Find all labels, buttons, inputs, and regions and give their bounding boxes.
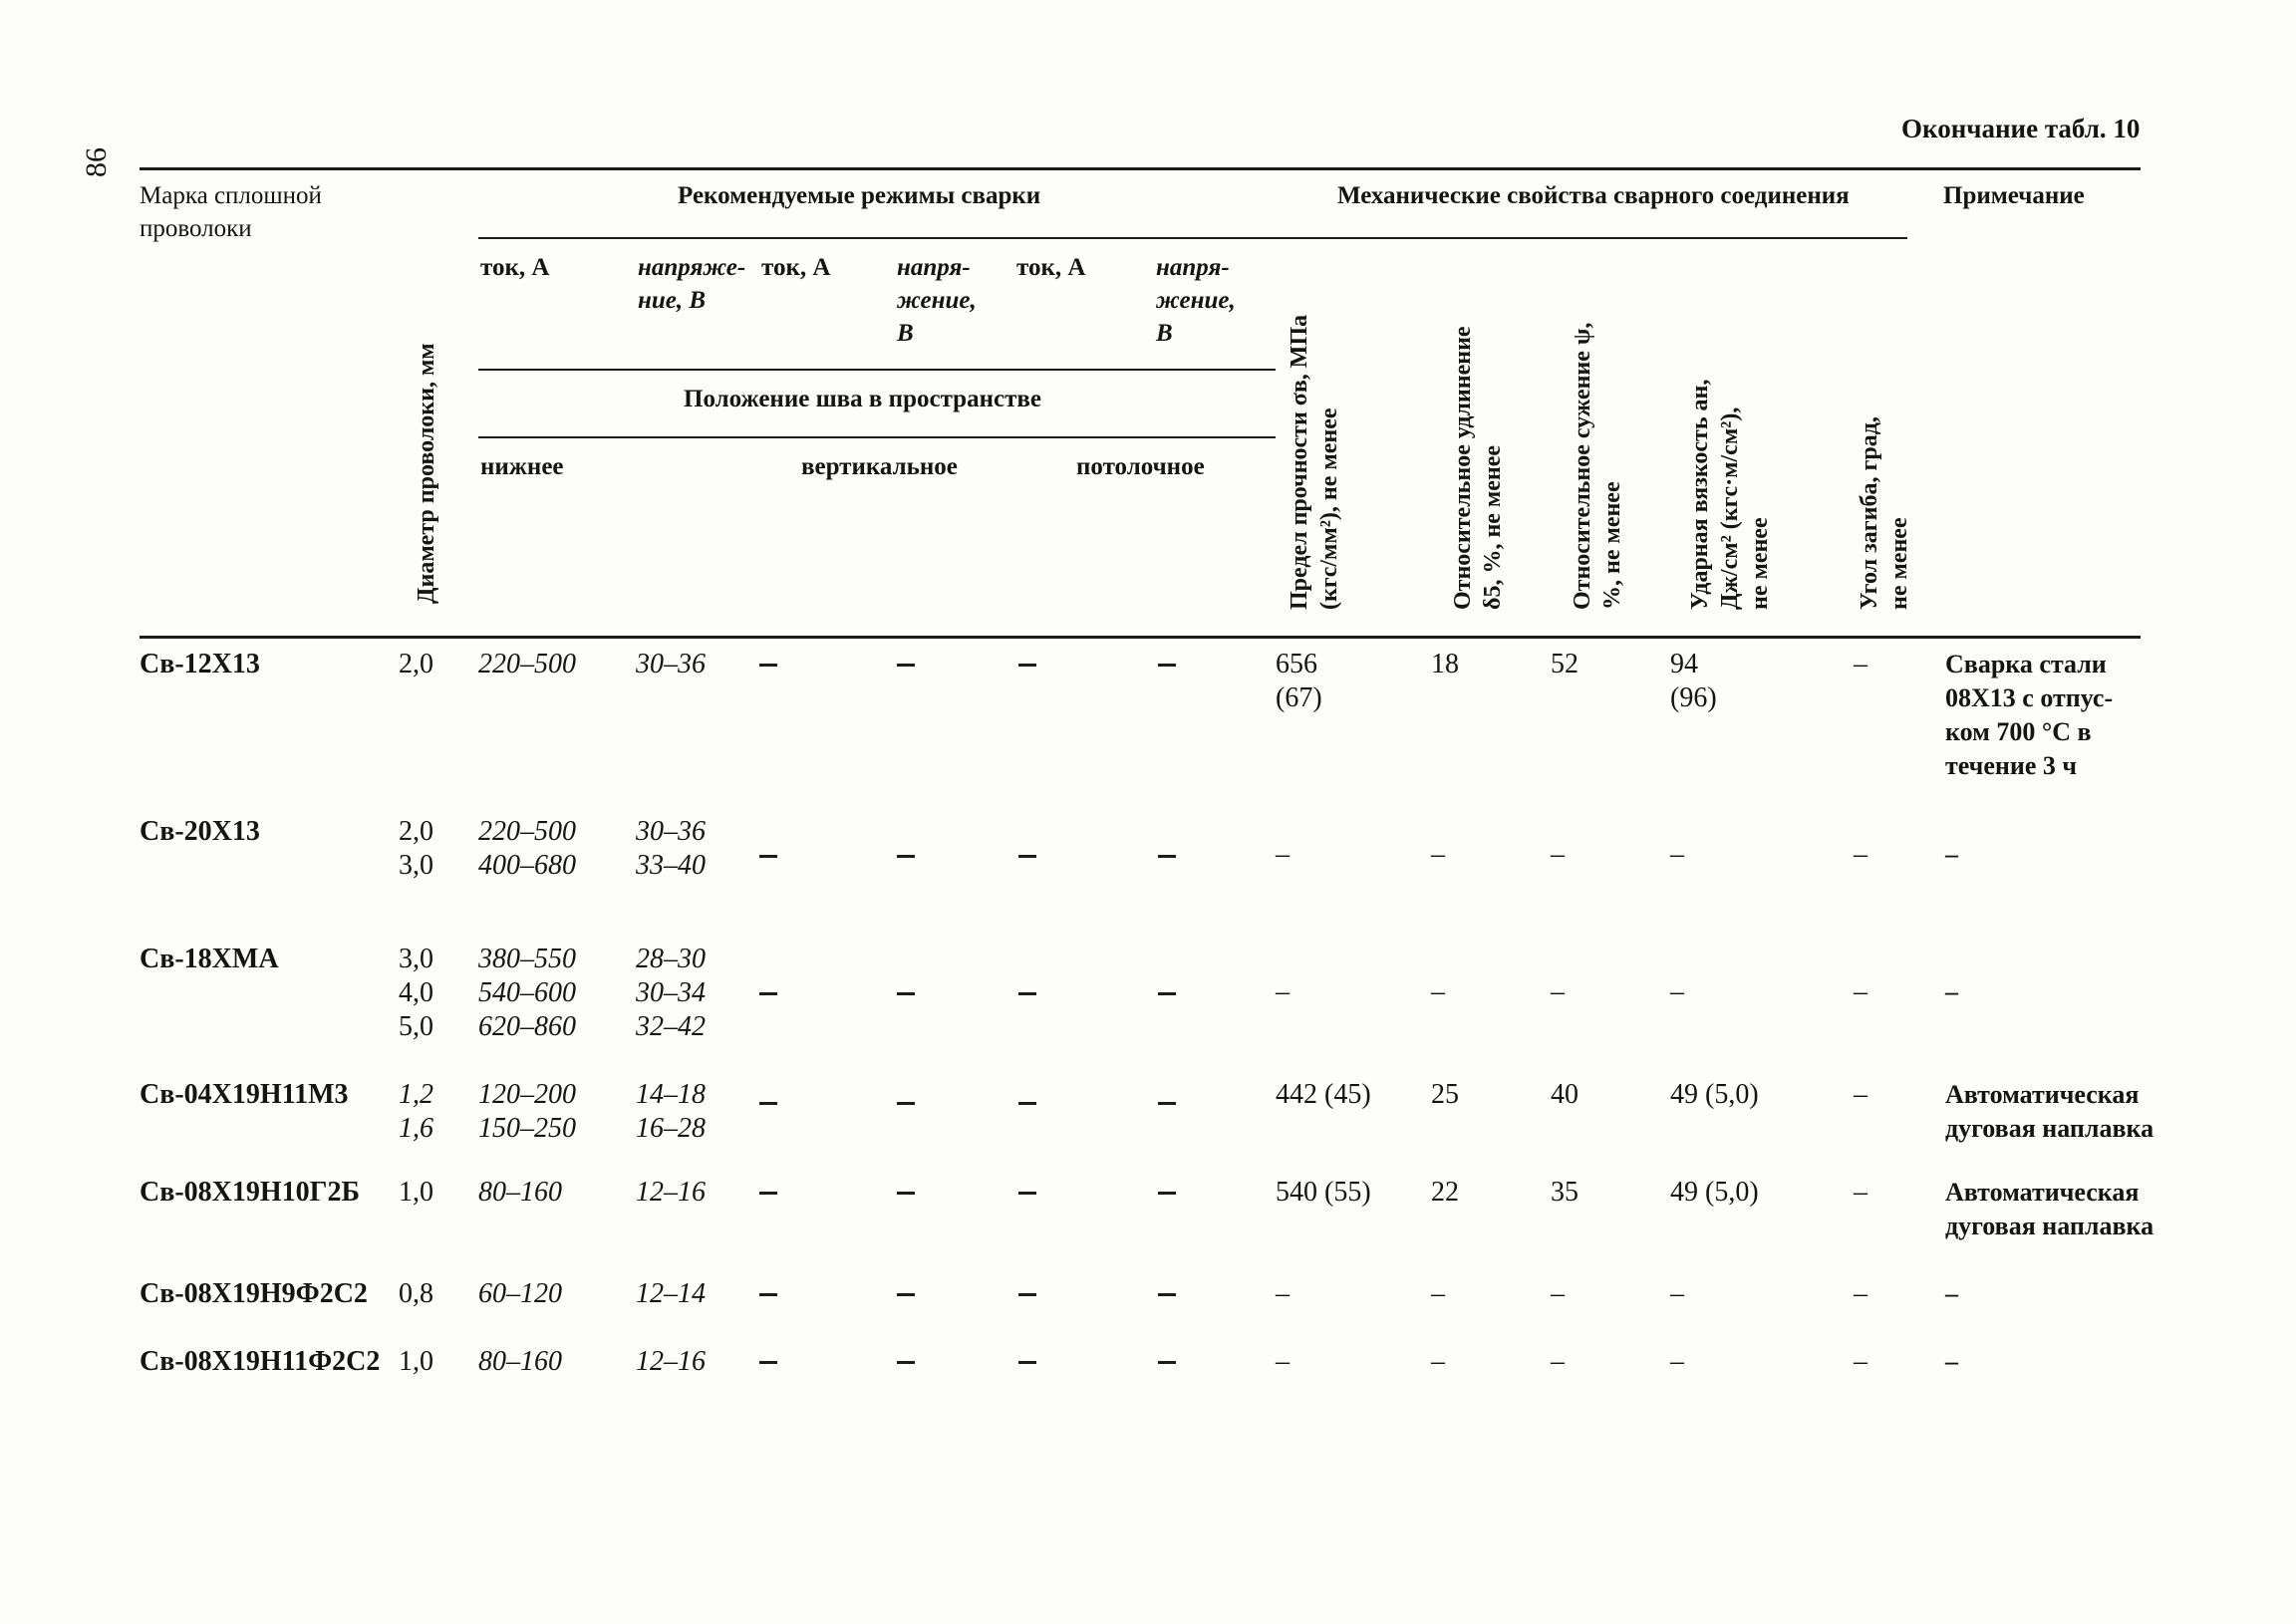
row-bend: – — [1854, 1177, 1867, 1208]
row-voltage: 12–16 — [636, 1177, 706, 1208]
page-number: 86 — [80, 147, 113, 177]
header-strength-1: Предел прочности σв, МПа — [1287, 314, 1312, 610]
row-note: – — [1945, 1347, 1958, 1376]
header-impact-2: Дж/см² (кгс·м/см²), — [1717, 406, 1743, 610]
row-note: – — [1945, 1279, 1958, 1308]
row-brand: Св-20Х13 — [140, 816, 260, 847]
row-diameter: 1,2 1,6 — [399, 1079, 433, 1144]
header-current-2: ток, А — [761, 254, 831, 281]
row-strength: – — [1276, 976, 1290, 1007]
row-brand: Св-08Х19Н10Г2Б — [140, 1177, 360, 1208]
empty-cell-dash — [759, 992, 777, 995]
header-pos-ceiling: потолочное — [1076, 453, 1205, 480]
row-bend: – — [1854, 1079, 1867, 1110]
header-wire-brand: Марка сплошной проволоки — [140, 182, 322, 242]
header-mechanical: Механические свойства сварного соединения — [1337, 182, 1850, 209]
empty-cell-dash — [759, 664, 777, 667]
row-current: 80–160 — [478, 1177, 562, 1208]
table-caption: Окончание табл. 10 — [1901, 114, 2141, 143]
row-note: Сварка стали 08Х13 с отпус- ком 700 °С в течение 3 ч — [1945, 650, 2114, 780]
row-impact: – — [1670, 1346, 1684, 1377]
empty-cell-dash — [1158, 1293, 1176, 1296]
row-diameter: 3,0 4,0 5,0 — [399, 944, 433, 1042]
row-brand: Св-04Х19Н11М3 — [140, 1079, 349, 1110]
row-brand: Св-08Х19Н9Ф2С2 — [140, 1278, 368, 1309]
row-diameter: 0,8 — [399, 1278, 433, 1309]
row-note: – — [1945, 840, 1958, 869]
row-brand: Св-12Х13 — [140, 649, 260, 679]
row-bend: – — [1854, 649, 1867, 679]
row-brand: Св-18ХМА — [140, 944, 279, 974]
row-voltage: 12–16 — [636, 1346, 706, 1377]
row-brand: Св-08Х19Н11Ф2С2 — [140, 1346, 381, 1377]
header-pos-lower: нижнее — [480, 453, 564, 480]
row-narrowing: – — [1551, 1346, 1565, 1377]
empty-cell-dash — [1158, 664, 1176, 667]
empty-cell-dash — [897, 1192, 915, 1195]
row-bend: – — [1854, 976, 1867, 1007]
row-diameter: 2,0 — [399, 649, 433, 679]
row-strength: – — [1276, 839, 1290, 870]
position-rule-top — [478, 369, 1276, 371]
row-current: 120–200 150–250 — [478, 1079, 576, 1144]
row-voltage: 30–36 33–40 — [636, 816, 706, 881]
header-pos-vertical: вертикальное — [801, 453, 958, 480]
position-rule-bottom — [478, 436, 1276, 438]
empty-cell-dash — [897, 992, 915, 995]
header-impact-3: не менее — [1747, 517, 1773, 610]
row-impact: – — [1670, 976, 1684, 1007]
row-current: 60–120 — [478, 1278, 562, 1309]
empty-cell-dash — [897, 1293, 915, 1296]
row-bend: – — [1854, 839, 1867, 870]
empty-cell-dash — [759, 1293, 777, 1296]
row-impact: 49 (5,0) — [1670, 1177, 1759, 1208]
row-narrowing: 35 — [1551, 1177, 1578, 1208]
row-narrowing: – — [1551, 976, 1565, 1007]
row-note: – — [1945, 977, 1958, 1006]
row-elongation: – — [1431, 976, 1445, 1007]
row-impact: – — [1670, 1278, 1684, 1309]
row-narrowing: – — [1551, 1278, 1565, 1309]
row-current: 220–500 — [478, 649, 576, 679]
empty-cell-dash — [759, 1192, 777, 1195]
header-diameter: Диаметр проволоки, мм — [414, 343, 439, 604]
row-narrowing: – — [1551, 839, 1565, 870]
row-elongation: – — [1431, 1278, 1445, 1309]
empty-cell-dash — [759, 1361, 777, 1364]
empty-cell-dash — [1158, 1192, 1176, 1195]
empty-cell-dash — [759, 1102, 777, 1105]
header-bottom-rule — [140, 636, 2141, 639]
header-voltage-1: напряже- ние, В — [638, 254, 746, 314]
row-strength: 540 (55) — [1276, 1177, 1371, 1208]
row-elongation: 22 — [1431, 1177, 1459, 1208]
empty-cell-dash — [759, 855, 777, 858]
header-welding-modes: Рекомендуемые режимы сварки — [678, 182, 1041, 209]
row-voltage: 14–18 16–28 — [636, 1079, 706, 1144]
row-diameter: 2,0 3,0 — [399, 816, 433, 881]
header-impact-1: Ударная вязкость aн, — [1687, 379, 1713, 610]
row-impact: 94 (96) — [1670, 649, 1717, 713]
header-elongation-1: Относительное удлинение — [1450, 326, 1476, 610]
row-strength: 442 (45) — [1276, 1079, 1371, 1110]
mech-rule — [1258, 237, 1907, 239]
header-voltage-2: напря- жение, В — [897, 254, 977, 347]
empty-cell-dash — [1018, 1361, 1036, 1364]
empty-cell-dash — [1158, 1361, 1176, 1364]
row-narrowing: 52 — [1551, 649, 1578, 679]
empty-cell-dash — [1018, 1192, 1036, 1195]
row-diameter: 1,0 — [399, 1177, 433, 1208]
header-strength-2: (кгс/мм²), не менее — [1316, 407, 1342, 610]
header-current-3: ток, А — [1016, 254, 1086, 281]
row-impact: – — [1670, 839, 1684, 870]
header-note: Примечание — [1943, 182, 2085, 209]
empty-cell-dash — [1018, 664, 1036, 667]
header-voltage-3: напря- жение, В — [1156, 254, 1236, 347]
empty-cell-dash — [1018, 855, 1036, 858]
empty-cell-dash — [1018, 1102, 1036, 1105]
empty-cell-dash — [897, 664, 915, 667]
header-bend-2: не менее — [1886, 517, 1912, 610]
row-voltage: 28–30 30–34 32–42 — [636, 944, 706, 1042]
empty-cell-dash — [1018, 1293, 1036, 1296]
empty-cell-dash — [1018, 992, 1036, 995]
row-strength: 656 (67) — [1276, 649, 1322, 713]
row-current: 220–500 400–680 — [478, 816, 576, 881]
row-note: Автоматическая дуговая наплавка — [1945, 1080, 2154, 1143]
modes-rule — [478, 237, 1276, 239]
row-strength: – — [1276, 1278, 1290, 1309]
empty-cell-dash — [897, 1361, 915, 1364]
row-note: Автоматическая дуговая наплавка — [1945, 1178, 2154, 1240]
row-current: 80–160 — [478, 1346, 562, 1377]
header-narrowing-2: %, не менее — [1599, 481, 1625, 610]
row-voltage: 12–14 — [636, 1278, 706, 1309]
row-narrowing: 40 — [1551, 1079, 1578, 1110]
header-current-1: ток, А — [480, 254, 550, 281]
header-narrowing-1: Относительное сужение ψ, — [1570, 322, 1595, 610]
empty-cell-dash — [897, 855, 915, 858]
header-bend-1: Угол загиба, град, — [1857, 416, 1882, 610]
row-bend: – — [1854, 1278, 1867, 1309]
top-rule — [140, 167, 2141, 170]
row-bend: – — [1854, 1346, 1867, 1377]
row-voltage: 30–36 — [636, 649, 706, 679]
row-impact: 49 (5,0) — [1670, 1079, 1759, 1110]
empty-cell-dash — [897, 1102, 915, 1105]
empty-cell-dash — [1158, 992, 1176, 995]
row-current: 380–550 540–600 620–860 — [478, 944, 576, 1042]
header-elongation-2: δ5, %, не менее — [1480, 444, 1506, 610]
header-seam-position: Положение шва в пространстве — [684, 386, 1041, 412]
row-diameter: 1,0 — [399, 1346, 433, 1377]
row-strength: – — [1276, 1346, 1290, 1377]
row-elongation: – — [1431, 1346, 1445, 1377]
row-elongation: – — [1431, 839, 1445, 870]
row-elongation: 25 — [1431, 1079, 1459, 1110]
empty-cell-dash — [1158, 1102, 1176, 1105]
row-elongation: 18 — [1431, 649, 1459, 679]
empty-cell-dash — [1158, 855, 1176, 858]
